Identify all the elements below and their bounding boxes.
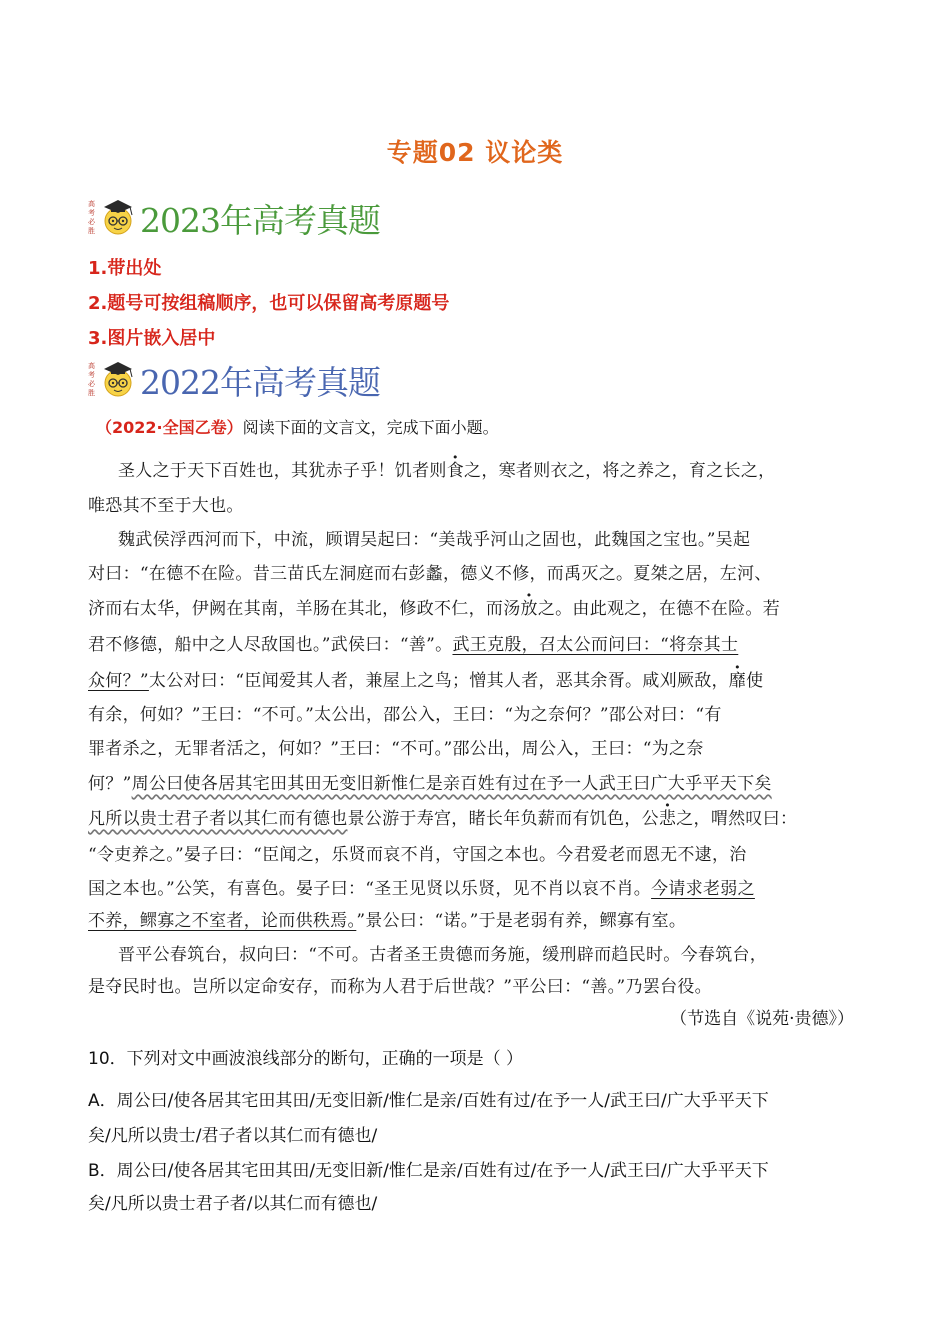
emphasis-char: 靡 xyxy=(728,671,747,691)
passage-line: 晋平公春筑台，叔向曰：“不可。古者圣王贵德而务施，缓刑辟而趋民时。今春筑台， xyxy=(118,945,768,965)
passage-line: 国之本也。”公笑，有喜色。晏子曰：“圣王见贤以乐贤，见不肖以哀不肖。今请求老弱之 xyxy=(88,879,755,899)
passage-line: 是夺民时也。岂所以定命安存，而称为人君于后世哉？”平公曰：“善。”乃罢台役。 xyxy=(88,977,712,997)
wavy-underlined-text: 周公曰使各居其宅田其田无变旧新惟仁是亲百姓有过在予一人武王曰广大乎平天下矣 xyxy=(131,774,772,794)
source-tag: （2022·全国乙卷） xyxy=(96,418,243,437)
option-a-line1: A．周公曰/使各居其宅田其田/无变旧新/惟仁是亲/百姓有过/在予一人/武王曰/广大乎平天下 xyxy=(88,1091,769,1111)
question-10: 10．下列对文中画波浪线部分的断句，正确的一项是（ ） xyxy=(88,1049,524,1069)
emphasis-char: 食 xyxy=(446,461,465,481)
page-title: 专题02 议论类 xyxy=(386,138,564,167)
underlined-sentence: 今请求老弱之 xyxy=(651,879,755,899)
exam-mascot-icon xyxy=(86,359,140,399)
passage-line: 众何？”太公对曰：“臣闻爱其人者，兼屋上之鸟；憎其人者，恶其余胥。咸刈厥敌，靡使 xyxy=(88,671,764,691)
source-instruction: 阅读下面的文言文，完成下面小题。 xyxy=(242,418,499,437)
underlined-sentence: 不养，鳏寡之不室者，论而供秩焉。 xyxy=(88,911,357,931)
passage-line: 魏武侯浮西河而下，中流，顾谓吴起曰：“美哉乎河山之固也，此魏国之宝也。”吴起 xyxy=(118,530,751,550)
passage-line: 对曰：“在德不在险。昔三苗氏左洞庭而右彭蠡，德义不修，而禹灭之。夏桀之居，左河、 xyxy=(88,564,772,584)
emphasis-char: 悲 xyxy=(658,809,677,829)
emphasis-char: 放 xyxy=(520,599,538,619)
passage-line: 罪者杀之，无罪者活之，何如？”王曰：“不可。”邵公出，周公入，王曰：“为之奈 xyxy=(88,739,704,759)
note-1: 1.带出处 xyxy=(88,258,162,279)
underlined-sentence: 武王克殷，召太公而问曰：“将奈其士 xyxy=(452,635,739,655)
note-3: 3.图片嵌入居中 xyxy=(88,328,216,349)
passage-line: “令吏养之。”晏子曰：“臣闻之，乐贤而哀不肖，守国之本也。今君爱老而恩无不逮，治 xyxy=(88,845,747,865)
section-title-2023: 2023年高考真题 xyxy=(140,201,380,240)
passage-line: 凡所以贵士君子者以其仁而有德也景公游于寿宫，睹长年负薪而有饥色，公悲之，喟然叹曰： xyxy=(88,809,798,829)
passage-line: 君不修德，船中之人尽敌国也。”武侯曰：“善”。武王克殷，召太公而问曰：“将奈其士 xyxy=(88,635,739,655)
option-b-line2: 矣/凡所以贵士君子者/以其仁而有德也/ xyxy=(88,1194,378,1214)
passage-line: 唯恐其不至于大也。 xyxy=(88,496,244,516)
option-b-line1: B．周公曰/使各居其宅田其田/无变旧新/惟仁是亲/百姓有过/在予一人/武王曰/广大乎平天下 xyxy=(88,1161,769,1181)
note-2: 2.题号可按组稿顺序，也可以保留高考原题号 xyxy=(88,293,450,314)
passage-line: 何？”周公曰使各居其宅田其田无变旧新惟仁是亲百姓有过在予一人武王曰广大乎平天下矣 xyxy=(88,774,772,794)
exam-mascot-icon xyxy=(86,197,140,237)
passage-line: 圣人之于天下百姓也，其犹赤子乎！饥者则食之，寒者则衣之，将之养之，育之长之， xyxy=(118,461,776,481)
passage-line: 有余，何如？”王曰：“不可。”太公出，邵公入，王曰：“为之奈何？”邵公对曰：“有 xyxy=(88,705,722,725)
wavy-underlined-text: 凡所以贵士君子者以其仁而有德也 xyxy=(88,809,348,829)
passage-line: 不养，鳏寡之不室者，论而供秩焉。”景公曰：“诺。”于是老弱有养，鳏寡有室。 xyxy=(88,911,687,931)
source-line xyxy=(96,415,499,438)
underlined-sentence: 众何？” xyxy=(88,671,149,691)
source-credit: （节选自《说苑·贵德》） xyxy=(670,1009,854,1029)
passage-line: 济而右太华，伊阙在其南，羊肠在其北，修政不仁，而汤放之。由此观之，在德不在险。若 xyxy=(88,599,781,619)
option-a-line2: 矣/凡所以贵士/君子者以其仁而有德也/ xyxy=(88,1126,378,1146)
section-title-2022: 2022年高考真题 xyxy=(140,363,380,402)
